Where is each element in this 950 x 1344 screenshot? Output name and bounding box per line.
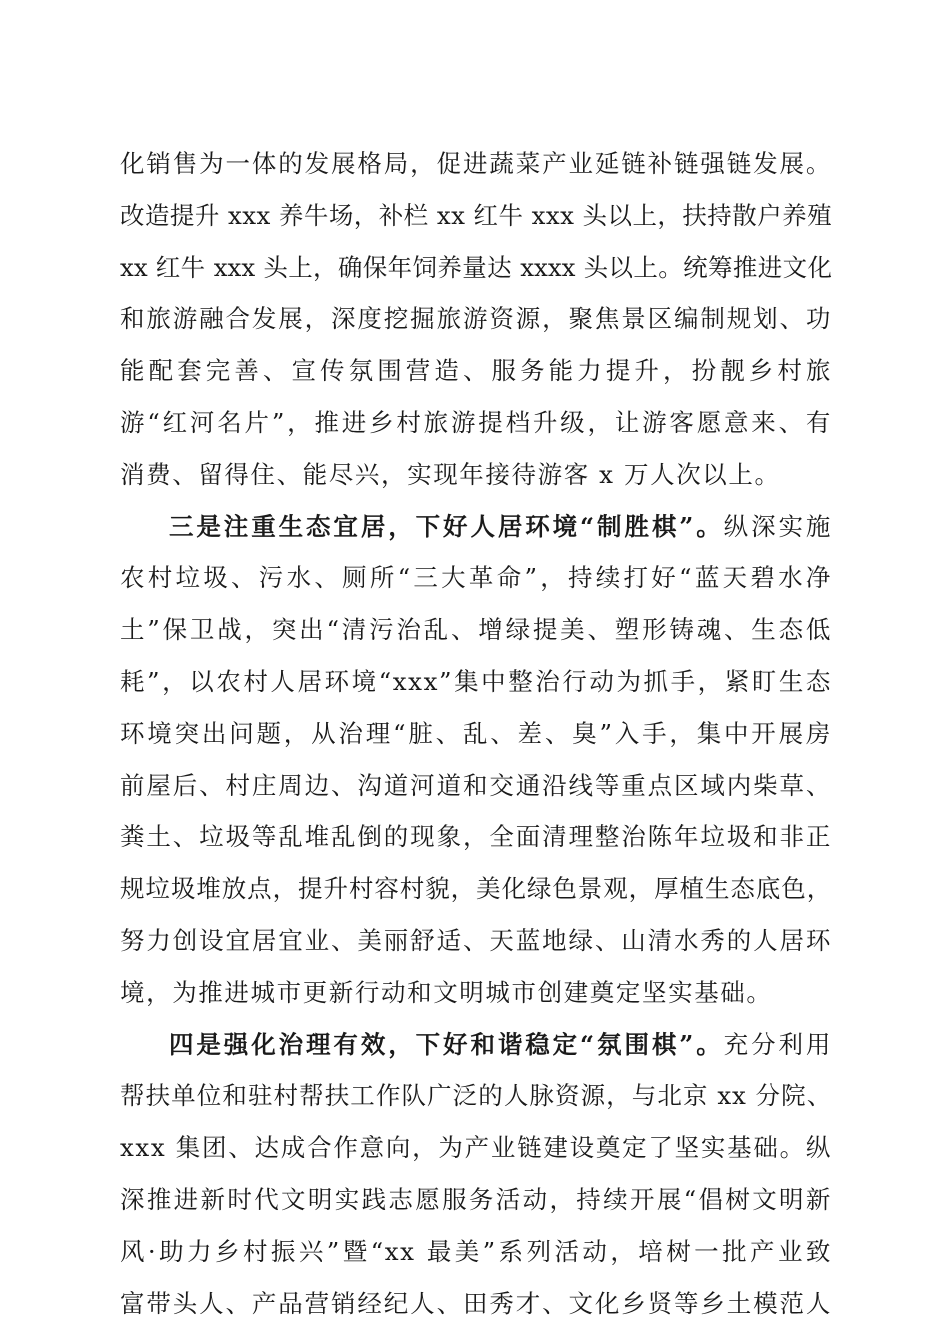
paragraph-lead-heading: 三是注重生态宜居，下好人居环境“制胜棋”。 bbox=[169, 511, 724, 541]
body-line: 帮扶单位和驻村帮扶工作队广泛的人脉资源，与北京 xx 分院、 bbox=[120, 1081, 832, 1111]
body-text: 充分利用 bbox=[723, 1029, 832, 1059]
body-line: 农村垃圾、污水、厕所“三大革命”，持续打好“蓝天碧水净 bbox=[120, 563, 832, 593]
body-line: 深推进新时代文明实践志愿服务活动，持续开展“倡树文明新 bbox=[120, 1184, 832, 1214]
body-line: 能配套完善、宣传氛围营造、服务能力提升，扮靓乡村旅 bbox=[120, 356, 832, 386]
body-line: 风·助力乡村振兴”暨“xx 最美”系列活动，培树一批产业致 bbox=[120, 1236, 832, 1266]
body-line: 富带头人、产品营销经纪人、田秀才、文化乡贤等乡土模范人 bbox=[120, 1288, 832, 1318]
body-line: 境，为推进城市更新行动和文明城市创建奠定坚实基础。 bbox=[120, 977, 773, 1007]
body-line: 土”保卫战，突出“清污治乱、增绿提美、塑形铸魂、生态低 bbox=[120, 615, 832, 645]
body-line: 消费、留得住、能尽兴，实现年接待游客 x 万人次以上。 bbox=[120, 459, 781, 489]
body-line: 改造提升 xxx 养牛场，补栏 xx 红牛 xxx 头以上，扶持散户养殖 bbox=[120, 200, 832, 230]
paragraph-lead-heading: 四是强化治理有效，下好和谐稳定“氛围棋”。 bbox=[169, 1029, 724, 1059]
body-line: 前屋后、村庄周边、沟道河道和交通沿线等重点区域内柴草、 bbox=[120, 770, 832, 800]
body-line: 规垃圾堆放点，提升村容村貌，美化绿色景观，厚植生态底色， bbox=[120, 874, 832, 904]
body-line: 粪土、垃圾等乱堆乱倒的现象，全面清理整治陈年垃圾和非正 bbox=[120, 822, 832, 852]
paragraph-first-line bbox=[120, 501, 832, 553]
paragraph-first-line bbox=[120, 1019, 832, 1071]
body-line: 耗”，以农村人居环境“xxx”集中整治行动为抓手，紧盯生态 bbox=[120, 666, 832, 696]
body-text: 纵深实施 bbox=[723, 511, 832, 541]
body-line: 环境突出问题，从治理“脏、乱、差、臭”入手，集中开展房 bbox=[120, 718, 832, 748]
body-line: 化销售为一体的发展格局，促进蔬菜产业延链补链强链发展。 bbox=[120, 149, 832, 178]
body-line: xxx 集团、达成合作意向，为产业链建设奠定了坚实基础。纵 bbox=[120, 1133, 832, 1163]
body-line: 游“红河名片”，推进乡村旅游提档升级，让游客愿意来、有 bbox=[120, 407, 832, 437]
body-line: 和旅游融合发展，深度挖掘旅游资源，聚焦景区编制规划、功 bbox=[120, 304, 832, 334]
body-line: 努力创设宜居宜业、美丽舒适、天蓝地绿、山清水秀的人居环 bbox=[120, 925, 832, 955]
body-line: xx 红牛 xxx 头上，确保年饲养量达 xxxx 头以上。统筹推进文化 bbox=[120, 252, 832, 282]
document-body bbox=[120, 138, 832, 1329]
